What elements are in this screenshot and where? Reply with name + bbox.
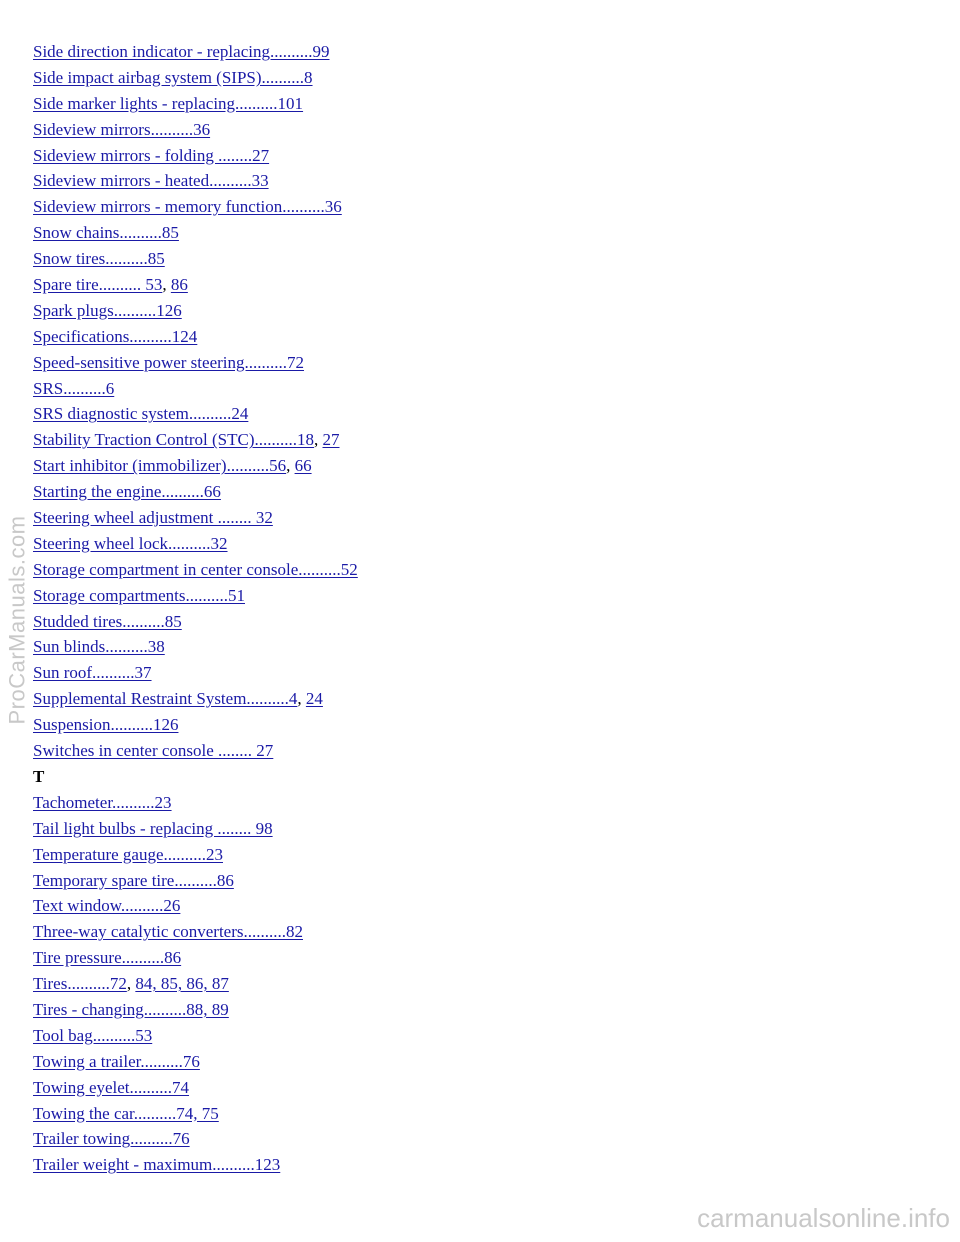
index-entry-separator: , bbox=[286, 456, 295, 476]
index-entry-link[interactable]: Tire pressure..........86 bbox=[33, 948, 182, 968]
index-entry bbox=[33, 816, 358, 842]
index-entry bbox=[33, 660, 358, 686]
index-entry bbox=[33, 868, 358, 894]
index-entry bbox=[33, 919, 358, 945]
index-entry-link[interactable]: 27 bbox=[322, 430, 340, 450]
index-entry-link[interactable]: Snow tires..........85 bbox=[33, 249, 165, 269]
index-entry bbox=[33, 427, 358, 453]
index-entry bbox=[33, 842, 358, 868]
index-entry bbox=[33, 479, 358, 505]
index-entry bbox=[33, 246, 358, 272]
index-entry-link[interactable]: Towing the car..........74, 75 bbox=[33, 1103, 219, 1123]
index-entry-link[interactable]: Starting the engine..........66 bbox=[33, 482, 221, 502]
index-entry bbox=[33, 609, 358, 635]
index-entry-link[interactable]: Side direction indicator - replacing..........99 bbox=[33, 42, 330, 61]
index-entry-link[interactable]: Steering wheel adjustment ........ 32 bbox=[33, 508, 273, 528]
index-entry-link[interactable]: Stability Traction Control (STC)..........18 bbox=[33, 430, 314, 450]
section-letter: T bbox=[33, 766, 45, 786]
index-entry bbox=[33, 298, 358, 324]
index-entry-link[interactable]: Start inhibitor (immobilizer)..........56 bbox=[33, 456, 287, 476]
index-entry bbox=[33, 324, 358, 350]
index-entry bbox=[33, 583, 358, 609]
index-entry-link[interactable]: Spark plugs..........126 bbox=[33, 300, 182, 320]
index-entry-link[interactable]: Side marker lights - replacing..........101 bbox=[33, 93, 304, 113]
index-entry bbox=[33, 1075, 358, 1101]
index-entry-link[interactable]: Tail light bulbs - replacing ........ 98 bbox=[33, 818, 273, 838]
index-entry-link[interactable]: Trailer towing..........76 bbox=[33, 1129, 190, 1149]
index-entry-link[interactable]: Sun roof..........37 bbox=[33, 663, 152, 683]
index-entry-link[interactable]: Storage compartment in center console..........52 bbox=[33, 559, 358, 579]
index-entry-link[interactable]: Tires - changing..........88, 89 bbox=[33, 999, 229, 1019]
index-entry-link[interactable]: 24 bbox=[305, 689, 323, 709]
index-entry bbox=[33, 143, 358, 169]
index-entry-separator: , bbox=[126, 974, 136, 994]
index-entry bbox=[33, 997, 358, 1023]
index-entry bbox=[33, 1049, 358, 1075]
index-entry bbox=[33, 376, 358, 402]
index-entry-link[interactable]: Speed-sensitive power steering..........72 bbox=[33, 352, 304, 372]
index-entry-link[interactable]: SRS diagnostic system..........24 bbox=[33, 404, 249, 424]
index-entry bbox=[33, 220, 358, 246]
index-entry-link[interactable]: Side impact airbag system (SIPS)..........8 bbox=[33, 67, 313, 87]
index-entry bbox=[33, 1101, 358, 1127]
index-entry-link[interactable]: Steering wheel lock..........32 bbox=[33, 533, 228, 553]
index-entry bbox=[33, 557, 358, 583]
index-entry-link[interactable]: 84, 85, 86, 87 bbox=[135, 974, 229, 994]
index-entry-link[interactable]: Tool bag..........53 bbox=[33, 1025, 153, 1045]
index-entry-link[interactable]: Sun blinds..........38 bbox=[33, 637, 165, 657]
index-entry bbox=[33, 531, 358, 557]
index-entry-link[interactable]: Storage compartments..........51 bbox=[33, 585, 245, 605]
index-entry-link[interactable]: 86 bbox=[170, 275, 188, 295]
index-entry bbox=[33, 1126, 358, 1152]
side-watermark bbox=[4, 500, 30, 740]
index-entry-link[interactable]: Suspension..........126 bbox=[33, 715, 179, 735]
bottom-watermark: carmanualsonline.info bbox=[697, 1203, 950, 1233]
index-entry-link[interactable]: Sideview mirrors..........36 bbox=[33, 119, 211, 139]
index-entry bbox=[33, 65, 358, 91]
index-entry-link[interactable]: Snow chains..........85 bbox=[33, 223, 179, 243]
index-entry bbox=[33, 634, 358, 660]
index-entry-link[interactable]: Towing eyelet..........74 bbox=[33, 1077, 190, 1097]
index-entry bbox=[33, 453, 358, 479]
index-entry bbox=[33, 738, 358, 764]
index-entry-link[interactable]: Specifications..........124 bbox=[33, 326, 198, 346]
index-entry bbox=[33, 168, 358, 194]
index-entry bbox=[33, 39, 358, 65]
index-entry-link[interactable]: Tires..........72 bbox=[33, 974, 127, 994]
index-entry-link[interactable]: 66 bbox=[294, 456, 312, 476]
index-entry bbox=[33, 790, 358, 816]
side-watermark-text: ProCarManuals.com bbox=[4, 515, 30, 725]
index-entry-link[interactable]: Temporary spare tire..........86 bbox=[33, 870, 234, 890]
index-entry-link[interactable]: Spare tire.......... 53 bbox=[33, 275, 163, 295]
index-entry-link[interactable]: Supplemental Restraint System..........4 bbox=[33, 689, 298, 709]
index-entry bbox=[33, 272, 358, 298]
index-entry-link[interactable]: Temperature gauge..........23 bbox=[33, 844, 223, 864]
index-entry bbox=[33, 505, 358, 531]
index-entry-link[interactable]: Towing a trailer..........76 bbox=[33, 1051, 200, 1071]
index-entry bbox=[33, 971, 358, 997]
index-entry-link[interactable]: Studded tires..........85 bbox=[33, 611, 182, 631]
index-entry-link[interactable]: Sideview mirrors - memory function..........36 bbox=[33, 197, 342, 217]
index-list bbox=[33, 39, 358, 1178]
index-entry bbox=[33, 350, 358, 376]
index-entry bbox=[33, 1023, 358, 1049]
index-entry bbox=[33, 712, 358, 738]
index-entry-link[interactable]: Text window..........26 bbox=[33, 896, 181, 916]
index-entry-separator: , bbox=[162, 275, 171, 295]
index-entry-link[interactable]: Sideview mirrors - folding ........27 bbox=[33, 145, 270, 165]
index-entry bbox=[33, 401, 358, 427]
index-entry bbox=[33, 1152, 358, 1178]
index-entry-separator: , bbox=[314, 430, 323, 450]
index-entry-link[interactable]: Sideview mirrors - heated..........33 bbox=[33, 171, 269, 191]
index-entry-link[interactable]: SRS..........6 bbox=[33, 378, 115, 398]
index-entry-link[interactable]: Tachometer..........23 bbox=[33, 792, 172, 812]
index-entry bbox=[33, 194, 358, 220]
index-entry bbox=[33, 117, 358, 143]
index-entry bbox=[33, 945, 358, 971]
index-entry bbox=[33, 91, 358, 117]
index-entry-link[interactable]: Switches in center console ........ 27 bbox=[33, 741, 274, 761]
index-entry-separator: , bbox=[297, 689, 306, 709]
index-entry-link[interactable]: Trailer weight - maximum..........123 bbox=[33, 1155, 281, 1175]
index-entry bbox=[33, 686, 358, 712]
index-entry bbox=[33, 893, 358, 919]
index-entry-link[interactable]: Three-way catalytic converters..........82 bbox=[33, 922, 303, 942]
